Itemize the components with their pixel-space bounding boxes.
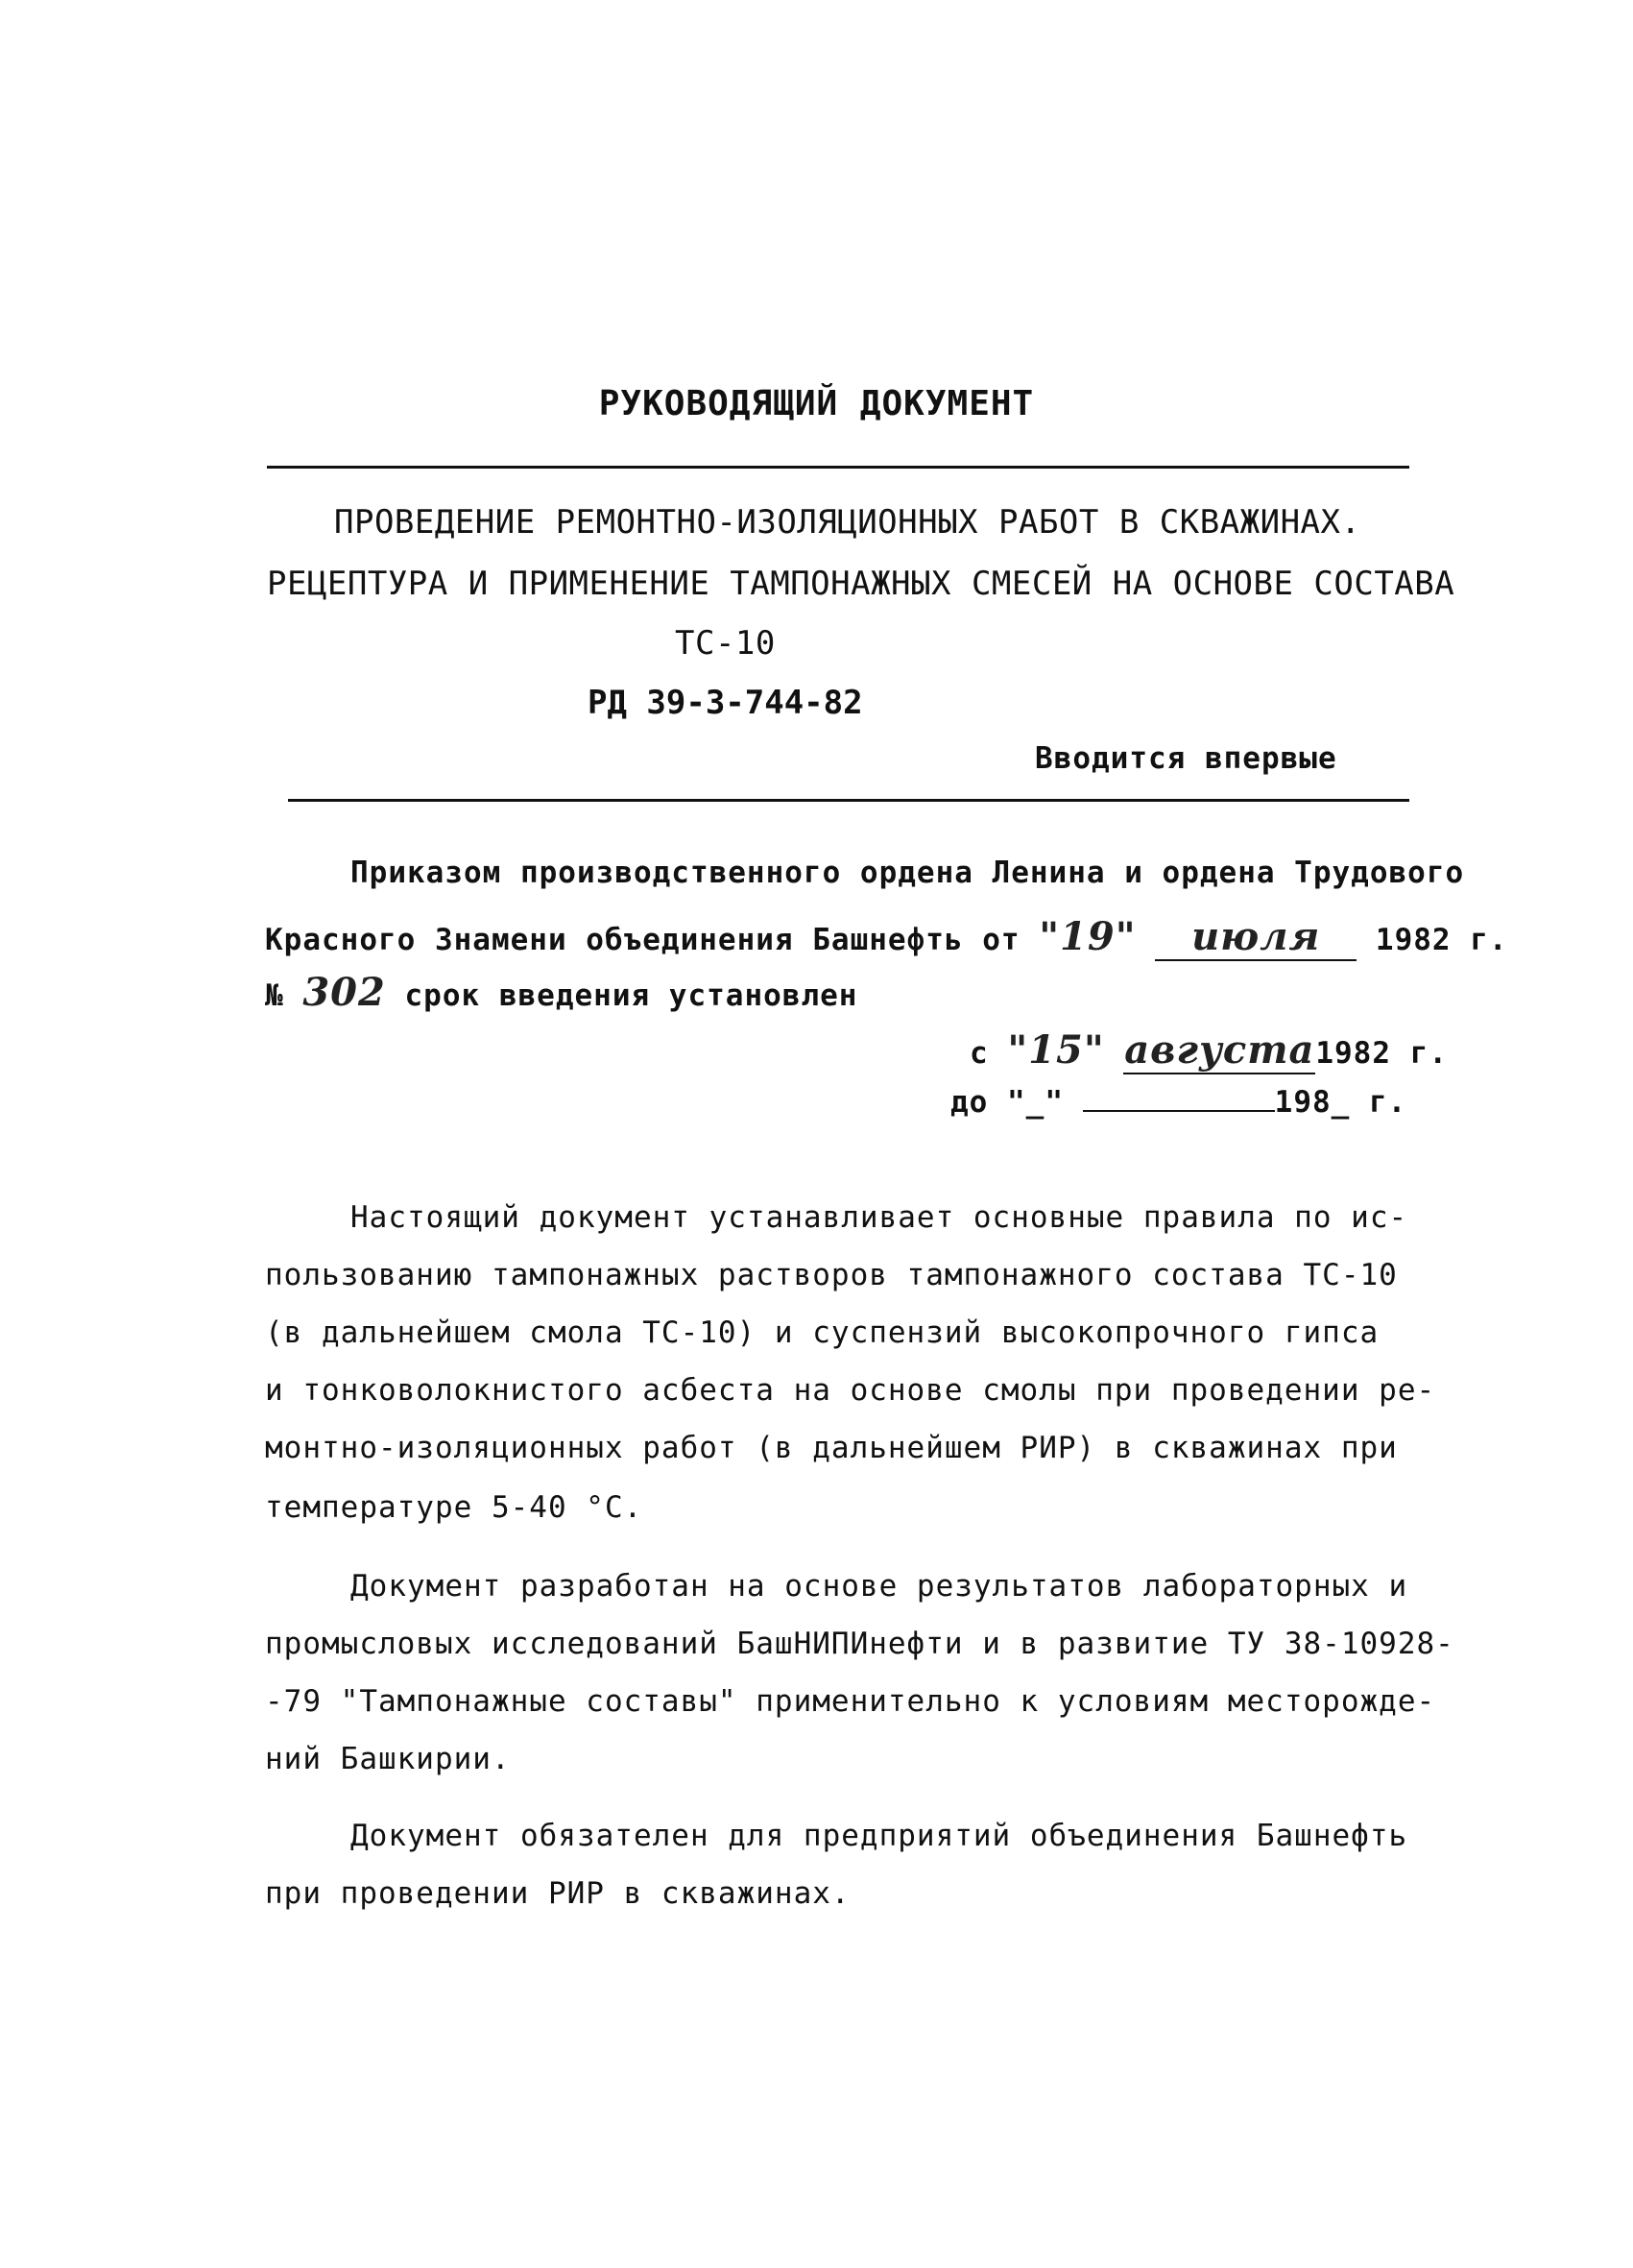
p2-line-4: ний Башкирии. — [265, 1742, 511, 1776]
order-year: 1982 г. — [1375, 923, 1508, 957]
p2-line-3: -79 "Тампонажные составы" применительно к условиям месторожде- — [265, 1684, 1436, 1719]
top-rule — [267, 466, 1409, 469]
to-prefix: до — [950, 1085, 989, 1120]
order-line-3 — [265, 970, 857, 1015]
effective-from-line — [970, 1027, 1448, 1074]
p2-line-1: Документ разработан на основе результатов лабораторных и — [350, 1569, 1408, 1604]
order-number-sign: № — [265, 978, 284, 1013]
p1-line-2: пользованию тампонажных растворов тампонажного состава ТС-10 — [265, 1258, 1398, 1292]
from-day: "15" — [1007, 1027, 1105, 1073]
order-line-2 — [265, 914, 1508, 961]
from-prefix: с — [970, 1036, 989, 1071]
p1-line-1: Настоящий документ устанавливает основные правила по ис- — [350, 1200, 1408, 1235]
p1-line-6: температуре 5-40 °С. — [265, 1490, 643, 1525]
p2-line-2: промысловых исследований БашНИПИнефти и в развитие ТУ 38-10928- — [265, 1627, 1454, 1661]
p1-line-3: (в дальнейшем смола ТС-10) и суспензий высокопрочного гипса — [265, 1315, 1380, 1350]
order-line-3-text: срок введения установлен — [404, 978, 858, 1013]
effective-to-line — [950, 1085, 1406, 1120]
from-year: 1982 г. — [1315, 1036, 1449, 1071]
document-code: РД 39-3-744-82 — [588, 684, 863, 722]
title-line-1: ПРОВЕДЕНИЕ РЕМОНТНО-ИЗОЛЯЦИОННЫХ РАБОТ В СКВАЖИНАХ. — [334, 503, 1361, 542]
order-day: "19" — [1039, 914, 1137, 959]
p1-line-5: монтно-изоляционных работ (в дальнейшем РИР) в скважинах при — [265, 1431, 1398, 1465]
order-line-2-text: Красного Знамени объединения Башнефть от — [265, 923, 1040, 957]
middle-rule — [288, 799, 1409, 802]
to-day: "_" — [1007, 1085, 1064, 1120]
to-month-blank — [1083, 1085, 1275, 1112]
p3-line-2: при проведении РИР в скважинах. — [265, 1876, 851, 1911]
to-year: 198_ г. — [1274, 1085, 1407, 1120]
order-line-1: Приказом производственного ордена Ленина и ордена Трудового — [350, 856, 1465, 890]
p3-line-1: Документ обязателен для предприятий объединения Башнефть — [350, 1819, 1408, 1853]
p1-line-4: и тонковолокнистого асбеста на основе смолы при проведении ре- — [265, 1373, 1436, 1408]
order-number-handwritten: 302 — [302, 970, 386, 1015]
order-month-handwritten: июля — [1155, 914, 1357, 961]
title-line-2: РЕЦЕПТУРА И ПРИМЕНЕНИЕ ТАМПОНАЖНЫХ СМЕСЕЙ НА ОСНОВЕ СОСТАВА — [267, 565, 1455, 603]
introduced-note: Вводится впервые — [1035, 741, 1337, 776]
from-month-handwritten: августа — [1124, 1027, 1315, 1073]
document-type: РУКОВОДЯЩИЙ ДОКУМЕНТ — [598, 384, 1035, 423]
title-line-3: ТС-10 — [675, 624, 776, 663]
